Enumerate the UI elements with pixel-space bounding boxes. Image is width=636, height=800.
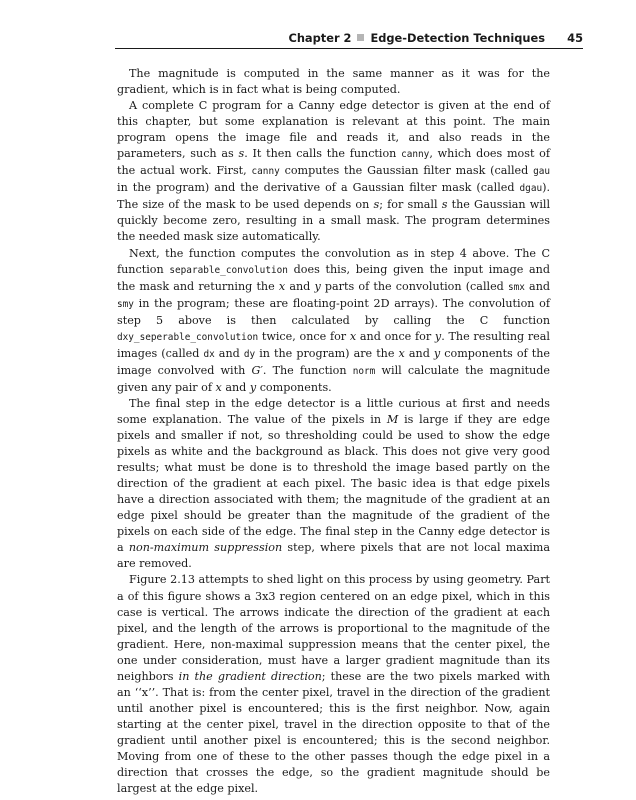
text-run: computes the Gaussian filter mask (called xyxy=(279,164,534,178)
body-text xyxy=(117,66,550,797)
code-identifier: gau xyxy=(533,166,550,178)
text-run: and xyxy=(214,346,244,360)
text-run: parts of the convolution (called xyxy=(320,279,508,293)
text-run: The final step in the edge detector is a little curious at first and needs some explanation. The value of the pixels in xyxy=(117,396,550,426)
text-run: . The function xyxy=(262,363,353,377)
text-run: A complete C program for a Canny edge detector is given at the end of this chapter, but some explanation is relevant at this point. The main program opens the image file and reads it, and also reads in the parameters, such as xyxy=(117,99,550,161)
italic-text: y xyxy=(433,346,441,360)
code-identifier: dy xyxy=(243,348,256,360)
code-identifier: norm xyxy=(352,365,376,377)
text-run: is large if they are edge pixels and smaller if not, so thresholding could be used to show the edge pixels as white and the background as black. This does not give very good results; what must be done is to threshold the image based partly on the direction of the gradient at each pixel. The basic idea is that edge pixels have a direction associated with them; the magnitude of the gradient at an edge pixel should be greater than the magnitude of the gradient of the pixels on each side of the edge. The final step in the Canny edge detector is a xyxy=(117,412,550,555)
text-run: ). The size of the mask to be used depends on xyxy=(117,181,550,212)
text-run: does this, being given the input image and the mask and returning the xyxy=(117,262,550,293)
text-run: and once for xyxy=(356,329,435,343)
italic-text: x xyxy=(278,279,286,293)
paragraph xyxy=(117,396,550,573)
italic-text: x xyxy=(349,329,357,343)
text-run: . The resulting real images (called xyxy=(117,329,550,360)
code-identifier: dgau xyxy=(519,183,543,195)
text-run: twice, once for xyxy=(258,329,350,343)
text-run: , which does most of the actual work. First, xyxy=(117,147,551,178)
text-run: components of the image convolved with xyxy=(117,346,550,377)
text-run: components. xyxy=(256,380,332,394)
text-run: Next, the function computes the convolution as in step 4 above. The C function xyxy=(117,246,550,276)
text-run: in the program; these are floating-point 2D arrays). The convolution of step 5 above is then calculated by calling the C function xyxy=(117,296,550,327)
page-number: 45 xyxy=(567,31,583,45)
code-identifier: dx xyxy=(203,348,215,360)
code-identifier: smy xyxy=(117,298,134,310)
code-identifier: smx xyxy=(507,281,525,293)
code-identifier: canny xyxy=(251,166,280,178)
code-identifier: separable_convolution xyxy=(169,264,288,276)
italic-text: non-maximum suppression xyxy=(128,541,283,555)
text-run: and xyxy=(524,279,551,293)
text-run: . It then calls the function xyxy=(244,147,402,161)
italic-text: y xyxy=(249,380,257,394)
chapter-title xyxy=(288,31,545,45)
code-identifier: canny xyxy=(401,149,430,161)
running-header xyxy=(115,28,583,49)
italic-text: y xyxy=(314,279,321,293)
paragraph xyxy=(117,66,550,98)
text-run: and xyxy=(285,279,315,293)
text-run: will calculate the magnitude given any pair of xyxy=(117,363,551,394)
text-run: ; for small xyxy=(379,198,442,212)
text-run: and xyxy=(221,380,250,394)
chapter-label: Chapter 2 xyxy=(288,31,352,45)
text-run: step, where pixels that are not local maxima are removed. xyxy=(117,541,551,571)
paragraph xyxy=(117,246,550,396)
text-run: The magnitude is computed in the same manner as it was for the gradient, which is in fact what is being computed. xyxy=(117,67,550,97)
text-run: ; these are the two pixels marked with an ‘‘x’’. That is: from the center pixel, travel in the direction of the gradient until another pixel is encountered; this is the first neighbor. Now, again starting at the center pixel, travel in the direction opposite to that of the gradient until another pixel is encountered; this is the second neighbor. Moving from one of these to the other passes though the edge pixel in a direction that crosses the edge, so the gradient magnitude should be largest at the edge pixel. xyxy=(117,669,551,796)
italic-text: M xyxy=(386,412,399,426)
italic-text: in the gradient direction xyxy=(178,669,322,683)
chapter-name: Edge-Detection Techniques xyxy=(370,31,545,45)
italic-text: s xyxy=(238,147,245,161)
paragraph xyxy=(117,572,550,797)
text-run: Figure 2.13 attempts to shed light on this process by using geometry. Part a of this figure shows a 3x3 region centered on an edge pixel, which in this case is vertical. The arrows indicate the direction of the gradient at each pixel, and the length of the arrows is proportional to the magnitude of the gradient. Here, non-maximal suppression means that the center pixel, the one under consideration, must have a larger gradient magnitude than its neighbors xyxy=(117,573,550,683)
italic-text: y xyxy=(434,329,442,343)
text-run: in the program) are the xyxy=(255,346,399,360)
italic-text: x xyxy=(398,346,405,360)
code-identifier: dxy_seperable_convolution xyxy=(117,331,259,343)
separator-square-icon xyxy=(357,34,364,41)
italic-text: s xyxy=(373,198,380,212)
text-run: and xyxy=(404,346,434,360)
italic-text: G′ xyxy=(251,363,263,377)
italic-text: x xyxy=(215,380,222,394)
text-run: in the program) and the derivative of a Gaussian filter mask (called xyxy=(117,181,520,195)
italic-text: s xyxy=(441,198,448,212)
text-run: the Gaussian will quickly become zero, resulting in a small mask. The program determines the needed mask size automatically. xyxy=(117,198,551,244)
paragraph xyxy=(117,98,550,245)
